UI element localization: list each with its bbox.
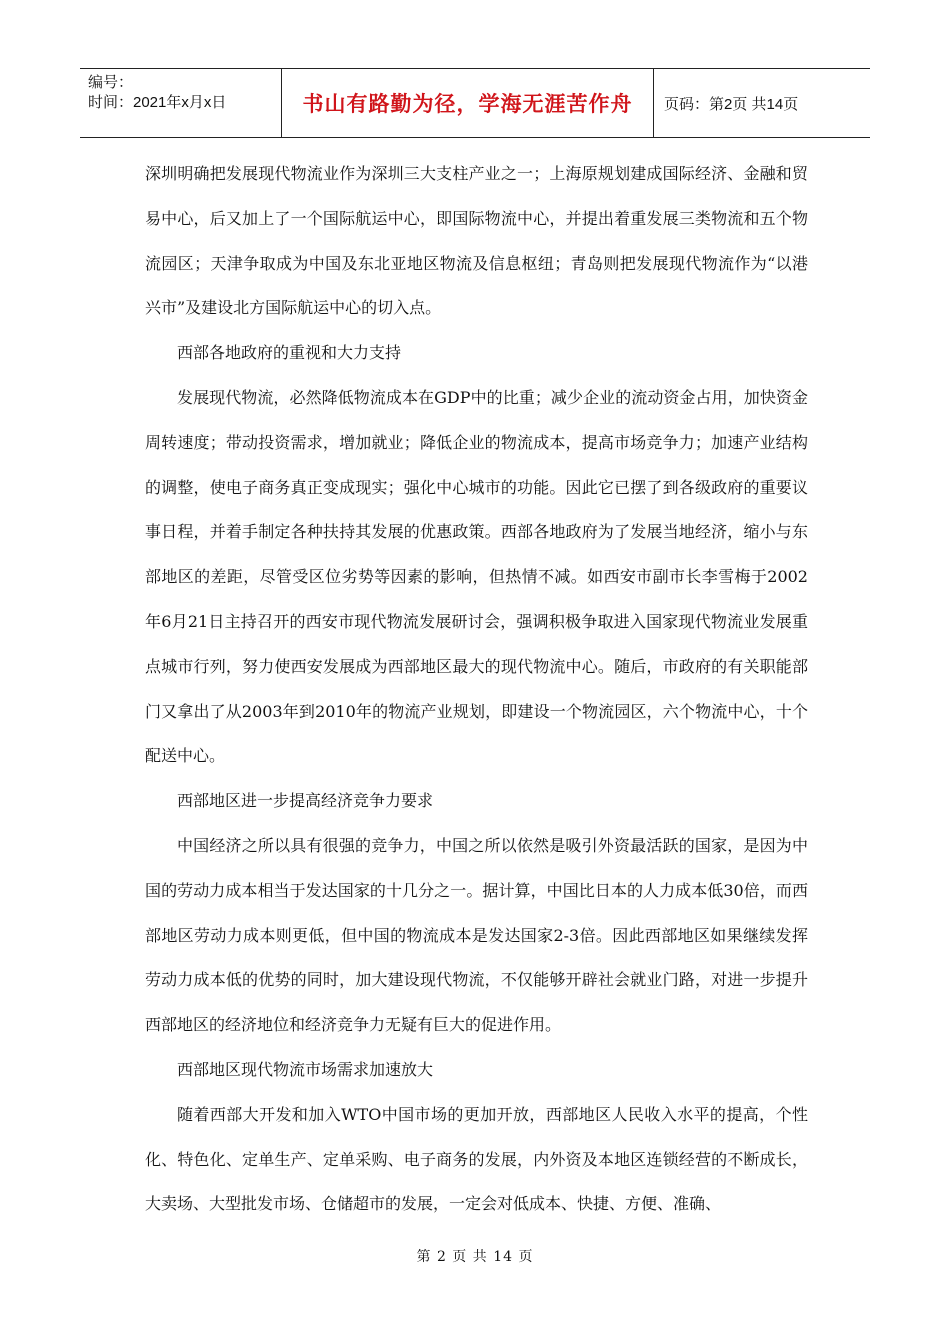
- document-body: [145, 152, 808, 1227]
- paragraph: 深圳明确把发展现代物流业作为深圳三大支柱产业之一；上海原规划建成国际经济、金融和贸易中心，后又加上了一个国际航运中心，即国际物流中心，并提出着重发展三类物流和五个物流园区；天津争取成为中国及东北亚地区物流及信息枢纽；青岛则把发展现代物流作为“以港兴市”及建设北方国际航运中心的切入点。: [145, 164, 808, 318]
- section-heading: 西部地区现代物流市场需求加速放大: [177, 1059, 434, 1079]
- paragraph: 随着西部大开发和加入WTO中国市场的更加开放，西部地区人民收入水平的提高，个性化、特色化、定单生产、定单采购、电子商务的发展，内外资及本地区连锁经营的不断成长，大卖场、大型批发市场、仓储超市的发展，一定会对低成本、快捷、方便、准确、: [145, 1104, 808, 1214]
- section-heading: 西部地区进一步提高经济竞争力要求: [177, 791, 434, 811]
- header-page-info: 页码：第2页 共14页: [664, 95, 799, 113]
- paragraph: 发展现代物流，必然降低物流成本在GDP中的比重；减少企业的流动资金占用，加快资金周转速度；带动投资需求，增加就业；降低企业的物流成本，提高市场竞争力；加速产业结构的调整，使电子商务真正变成现实；强化中心城市的功能。因此它已摆了到各级政府的重要议事日程，并着手制定各种扶持其发展的优惠政策。西部各地政府为了发展当地经济，缩小与东部地区的差距，尽管受区位劣势等因素的影响，但热情不减。如西安市副市长李雪梅于2002年6月21日主持召开的西安市现代物流发展研讨会，强调积极争取进入国家现代物流业发展重点城市行列，努力使西安发展成为西部地区最大的现代物流中心。随后，市政府的有关职能部门又拿出了从2003年到2010年的物流产业规划，即建设一个物流园区，六个物流中心，十个配送中心。: [145, 387, 808, 766]
- document-time-label: 时间：2021年x月x日: [88, 94, 227, 111]
- page-header: [80, 68, 870, 138]
- section-heading: 西部各地政府的重视和大力支持: [177, 343, 402, 363]
- header-motto-cell: [281, 69, 654, 137]
- footer-page-number: 第 2 页 共 14 页: [416, 1249, 534, 1265]
- header-motto: 书山有路勤为径，学海无涯苦作舟: [302, 92, 633, 116]
- header-meta: [80, 69, 281, 137]
- document-number-label: 编号：: [88, 74, 134, 91]
- paragraph: 中国经济之所以具有很强的竞争力，中国之所以依然是吸引外资最活跃的国家，是因为中国的劳动力成本相当于发达国家的十几分之一。据计算，中国比日本的人力成本低30倍，而西部地区劳动力成本则更低，但中国的物流成本是发达国家2-3倍。因此西部地区如果继续发挥劳动力成本低的优势的同时，加大建设现代物流，不仅能够开辟社会就业门路，对进一步提升西部地区的经济地位和经济竞争力无疑有巨大的促进作用。: [145, 835, 808, 1035]
- page-footer: [0, 1246, 950, 1266]
- header-page-info-cell: [654, 69, 870, 137]
